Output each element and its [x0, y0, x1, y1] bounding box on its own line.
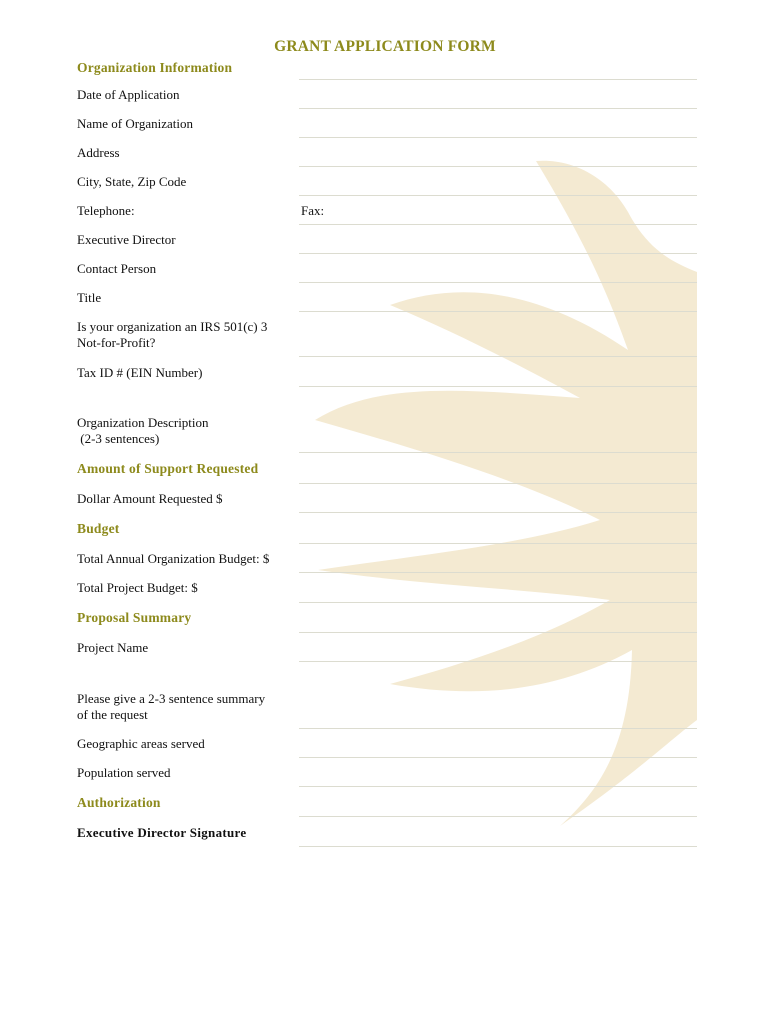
summary-field[interactable] — [299, 728, 697, 729]
irs-status-label-line2: Not-for-Profit? — [77, 335, 156, 350]
address-label: Address — [77, 145, 120, 160]
section-heading-amount-of-support: Amount of Support Requested — [77, 461, 259, 476]
input-line[interactable] — [299, 632, 697, 633]
total-annual-budget-label: Total Annual Organization Budget: $ — [77, 551, 270, 566]
dollar-amount-field[interactable] — [299, 512, 697, 513]
section-heading-proposal-summary: Proposal Summary — [77, 610, 192, 625]
contact-person-label: Contact Person — [77, 261, 157, 276]
population-served-label: Population served — [77, 765, 171, 780]
total-project-budget-label: Total Project Budget: $ — [77, 580, 198, 595]
project-name-label: Project Name — [77, 640, 149, 655]
fax-label: Fax: — [301, 203, 325, 218]
project-name-field[interactable] — [299, 661, 697, 662]
executive-director-signature-label: Executive Director Signature — [77, 825, 247, 840]
name-of-organization-field[interactable] — [299, 137, 697, 138]
total-project-budget-field[interactable] — [299, 602, 697, 603]
telephone-label: Telephone: — [77, 203, 135, 218]
section-heading-authorization: Authorization — [77, 795, 161, 810]
title-field[interactable] — [299, 311, 697, 312]
summary-label-line1: Please give a 2-3 sentence summary — [77, 691, 266, 706]
tax-id-label: Tax ID # (EIN Number) — [77, 365, 203, 380]
population-served-field[interactable] — [299, 786, 697, 787]
name-of-organization-label: Name of Organization — [77, 116, 193, 131]
input-line[interactable] — [299, 483, 697, 484]
address-field[interactable] — [299, 166, 697, 167]
section-heading-organization-information: Organization Information — [77, 60, 233, 75]
total-annual-budget-field[interactable] — [299, 572, 697, 573]
form-title: GRANT APPLICATION FORM — [274, 38, 496, 55]
irs-status-label-line1: Is your organization an IRS 501(c) 3 — [77, 319, 268, 334]
dollar-amount-label: Dollar Amount Requested $ — [77, 491, 223, 506]
summary-label-line2: of the request — [77, 707, 148, 722]
executive-director-signature-field[interactable] — [299, 846, 697, 847]
telephone-fax-field[interactable] — [299, 224, 697, 225]
irs-status-field[interactable] — [299, 356, 697, 357]
city-state-zip-field[interactable] — [299, 195, 697, 196]
geographic-areas-field[interactable] — [299, 757, 697, 758]
executive-director-label: Executive Director — [77, 232, 176, 247]
input-line[interactable] — [299, 543, 697, 544]
date-of-application-label: Date of Application — [77, 87, 180, 102]
input-line[interactable] — [299, 79, 697, 80]
city-state-zip-label: City, State, Zip Code — [77, 174, 187, 189]
date-of-application-field[interactable] — [299, 108, 697, 109]
section-heading-budget: Budget — [77, 521, 120, 536]
geographic-areas-label: Geographic areas served — [77, 736, 205, 751]
org-description-field[interactable] — [299, 452, 697, 453]
org-description-label-line1: Organization Description — [77, 415, 209, 430]
tax-id-field[interactable] — [299, 386, 697, 387]
org-description-label-line2: (2-3 sentences) — [77, 431, 160, 446]
title-label: Title — [77, 290, 102, 305]
executive-director-field[interactable] — [299, 253, 697, 254]
contact-person-field[interactable] — [299, 282, 697, 283]
input-line[interactable] — [299, 816, 697, 817]
